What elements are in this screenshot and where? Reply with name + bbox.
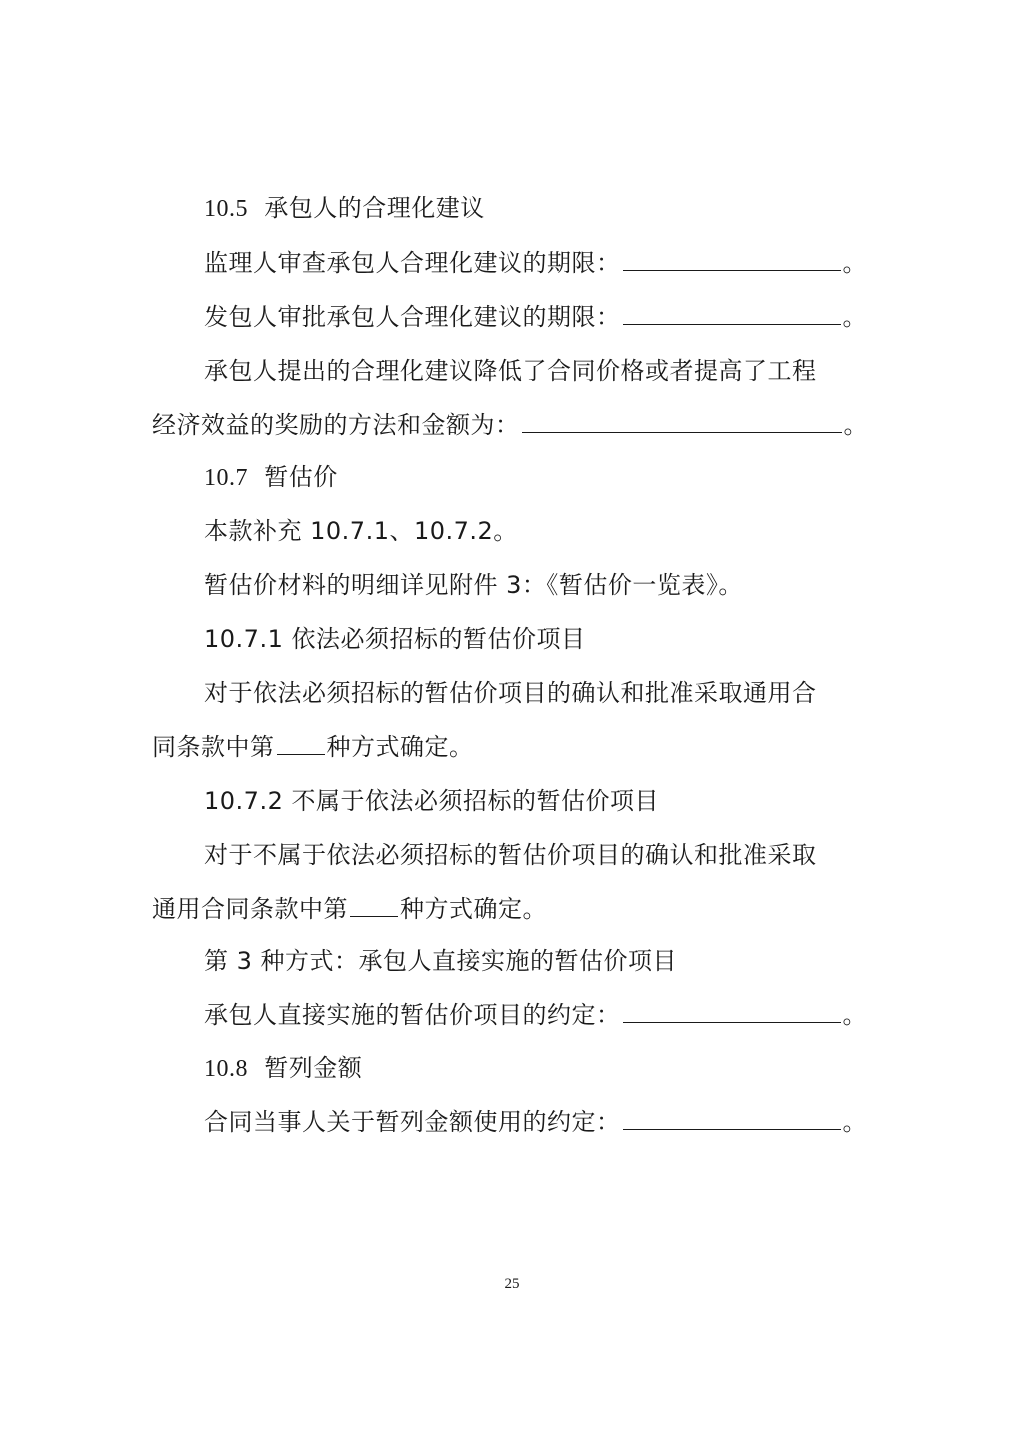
paragraph: 对于不属于依法必须招标的暂估价项目的确认和批准采取 — [204, 841, 817, 869]
paragraph-continuation — [152, 894, 547, 924]
section-10-8-heading — [204, 1053, 362, 1084]
paragraph-end: 。 — [843, 411, 868, 439]
paragraph: 承包人提出的合理化建议降低了合同价格或者提高了工程 — [204, 357, 817, 385]
section-title: 承包人的合理化建议 — [264, 194, 485, 222]
page-number: 25 — [504, 1276, 520, 1292]
paragraph-text: 承包人直接实施的暂估价项目的约定： — [204, 1001, 621, 1029]
paragraph-continuation — [152, 410, 868, 440]
paragraph: 暂估价材料的明细详见附件 3：《暂估价一览表》。 — [204, 571, 743, 599]
fill-in-blank[interactable] — [623, 1107, 841, 1130]
fill-in-blank[interactable] — [623, 248, 841, 271]
fill-in-blank[interactable] — [623, 1000, 841, 1023]
section-number: 10.5 — [204, 196, 248, 222]
paragraph-text: 通用合同条款中第 — [152, 895, 348, 923]
fill-in-blank[interactable] — [350, 894, 398, 917]
paragraph — [204, 1107, 867, 1137]
section-10-7-heading — [204, 462, 338, 493]
section-10-7-1-heading: 10.7.1 依法必须招标的暂估价项目 — [204, 625, 586, 653]
paragraph-end: 。 — [842, 1001, 867, 1029]
paragraph — [204, 302, 867, 332]
section-title: 暂估价 — [264, 463, 338, 491]
section-number: 10.8 — [204, 1056, 248, 1082]
paragraph-text: 种方式确定。 — [400, 895, 547, 923]
paragraph-continuation — [152, 732, 474, 762]
paragraph: 第 3 种方式：承包人直接实施的暂估价项目 — [204, 947, 678, 975]
fill-in-blank[interactable] — [623, 302, 841, 325]
paragraph-end: 。 — [842, 1108, 867, 1136]
paragraph-text: 发包人审批承包人合理化建议的期限： — [204, 303, 621, 331]
paragraph-end: 。 — [842, 249, 867, 277]
paragraph-text: 同条款中第 — [152, 733, 275, 761]
paragraph: 本款补充 10.7.1、10.7.2。 — [204, 517, 518, 545]
paragraph: 对于依法必须招标的暂估价项目的确认和批准采取通用合 — [204, 679, 817, 707]
section-title: 暂列金额 — [264, 1054, 363, 1082]
fill-in-blank[interactable] — [277, 732, 325, 755]
section-10-5-heading — [204, 193, 485, 224]
paragraph-end: 。 — [842, 303, 867, 331]
paragraph — [204, 248, 867, 278]
paragraph-text: 种方式确定。 — [326, 733, 474, 761]
paragraph — [204, 1000, 867, 1030]
fill-in-blank[interactable] — [522, 410, 842, 433]
section-10-7-2-heading: 10.7.2 不属于依法必须招标的暂估价项目 — [204, 787, 659, 815]
paragraph-text: 监理人审查承包人合理化建议的期限： — [204, 249, 621, 277]
paragraph-text: 合同当事人关于暂列金额使用的约定： — [204, 1108, 621, 1136]
section-number: 10.7 — [204, 465, 248, 491]
paragraph-text: 经济效益的奖励的方法和金额为： — [152, 411, 520, 439]
